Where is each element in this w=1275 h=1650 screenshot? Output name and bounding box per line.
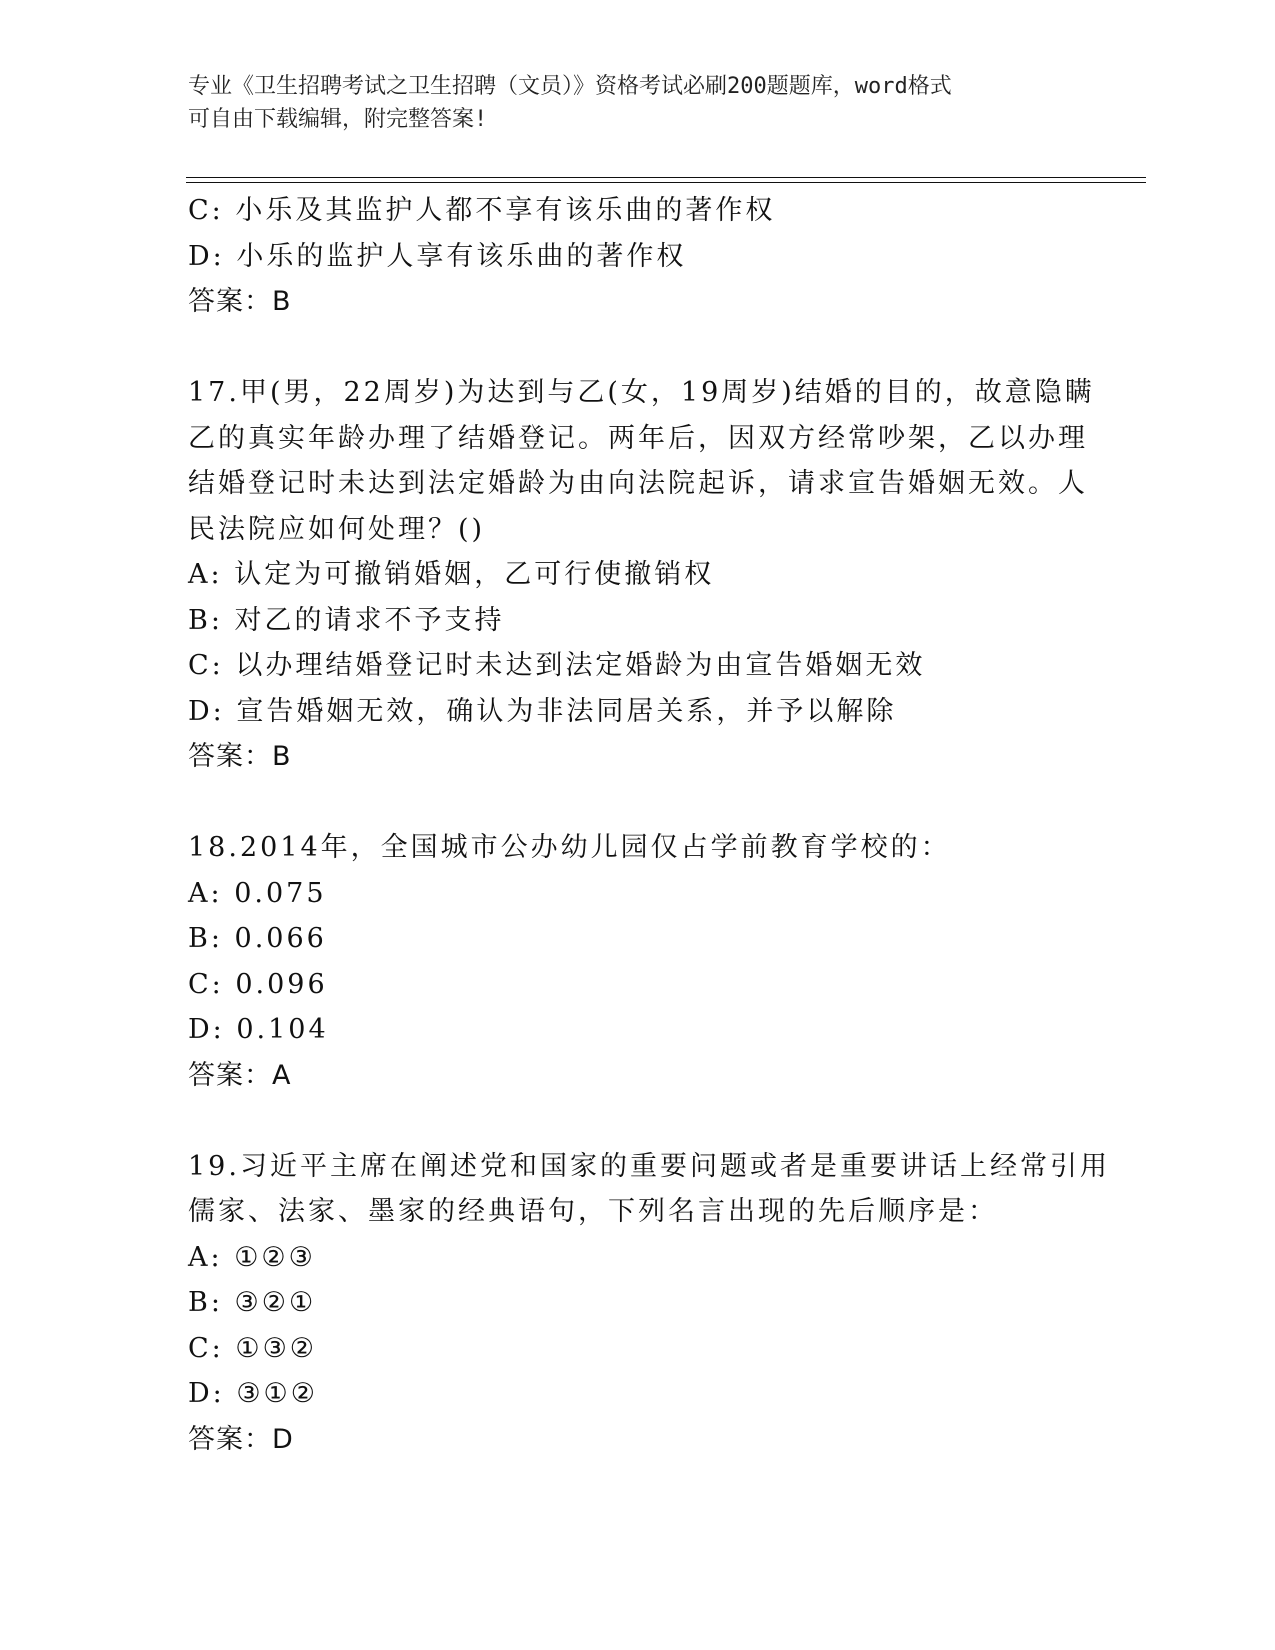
option-text: ③②①	[234, 1287, 317, 1318]
option-label: B:	[188, 604, 223, 636]
header-title-line-2: 可自由下载编辑，附完整答案!	[188, 107, 488, 132]
question-list	[188, 188, 1110, 1462]
option-text: 认定为可撤销婚姻，乙可行使撤销权	[234, 559, 715, 590]
question-stem-line: 乙的真实年龄办理了结婚登记。两年后，因双方经常吵架，乙以办理	[188, 422, 1088, 454]
option-label: A:	[188, 1241, 223, 1273]
question-stem-line: 民法院应如何处理？()	[188, 513, 486, 545]
option-label: D:	[188, 1014, 225, 1045]
option-c	[188, 643, 1088, 689]
option-label: C:	[188, 968, 224, 1000]
question-18	[188, 825, 1088, 1098]
option-label: D:	[188, 240, 225, 272]
question-stem-line: 结婚登记时未达到法定婚龄为由向法院起诉，请求宣告婚姻无效。人	[188, 468, 1088, 499]
option-c	[188, 188, 1088, 234]
option-c	[188, 962, 1088, 1008]
header-rule-bottom	[186, 182, 1146, 183]
question-stem-line: 18.2014年，全国城市公办幼儿园仅占学前教育学校的：	[188, 832, 951, 863]
option-text: ③①②	[236, 1378, 318, 1409]
option-label: C:	[188, 650, 224, 681]
option-text: 以办理结婚登记时未达到法定婚龄为由宣告婚姻无效	[235, 650, 926, 681]
option-text: 小乐及其监护人都不享有该乐曲的著作权	[235, 195, 776, 226]
option-c	[188, 1326, 1088, 1372]
option-a	[188, 871, 1088, 917]
answer-line: 答案：B	[188, 286, 292, 317]
question-17	[188, 370, 1095, 780]
option-b	[188, 1280, 1088, 1326]
option-label: A:	[188, 559, 223, 590]
answer-line: 答案：B	[188, 741, 292, 772]
option-label: C:	[188, 1332, 224, 1364]
option-label: D:	[188, 1378, 225, 1409]
option-text: ①③②	[235, 1332, 317, 1364]
option-d	[188, 1371, 1088, 1417]
option-d	[188, 1007, 1088, 1053]
option-a	[188, 552, 1088, 598]
question-16-continued	[188, 188, 1088, 325]
header-rule-top	[186, 177, 1146, 178]
option-text: 小乐的监护人享有该乐曲的著作权	[236, 240, 687, 272]
question-19	[188, 1144, 1110, 1463]
option-text: 对乙的请求不予支持	[234, 604, 505, 636]
option-label: B:	[188, 1287, 223, 1318]
option-text: 0.096	[235, 968, 328, 1000]
option-b	[188, 916, 1088, 962]
document-header	[188, 70, 1078, 136]
option-label: B:	[188, 923, 223, 954]
option-d	[188, 234, 1088, 280]
answer-line: 答案：D	[188, 1423, 294, 1455]
option-a	[188, 1235, 1088, 1281]
question-stem-line: 19.习近平主席在阐述党和国家的重要问题或者是重要讲话上经常引用	[188, 1150, 1110, 1182]
option-label: A:	[188, 877, 223, 909]
option-label: C:	[188, 195, 224, 226]
question-stem-line: 17.甲(男，22周岁)为达到与乙(女，19周岁)结婚的目的，故意隐瞒	[188, 377, 1095, 408]
option-d	[188, 689, 1088, 735]
answer-line: 答案：A	[188, 1059, 292, 1091]
option-b	[188, 598, 1088, 644]
option-text: ①②③	[234, 1241, 316, 1273]
header-title-line-1: 专业《卫生招聘考试之卫生招聘（文员）》资格考试必刷200题题库，word格式	[188, 74, 952, 99]
option-text: 0.066	[234, 923, 327, 954]
option-label: D:	[188, 695, 225, 727]
option-text: 0.075	[234, 877, 327, 909]
option-text: 宣告婚姻无效，确认为非法同居关系，并予以解除	[236, 695, 897, 727]
option-text: 0.104	[236, 1014, 329, 1045]
question-stem-line: 儒家、法家、墨家的经典语句，下列名言出现的先后顺序是：	[188, 1196, 998, 1227]
